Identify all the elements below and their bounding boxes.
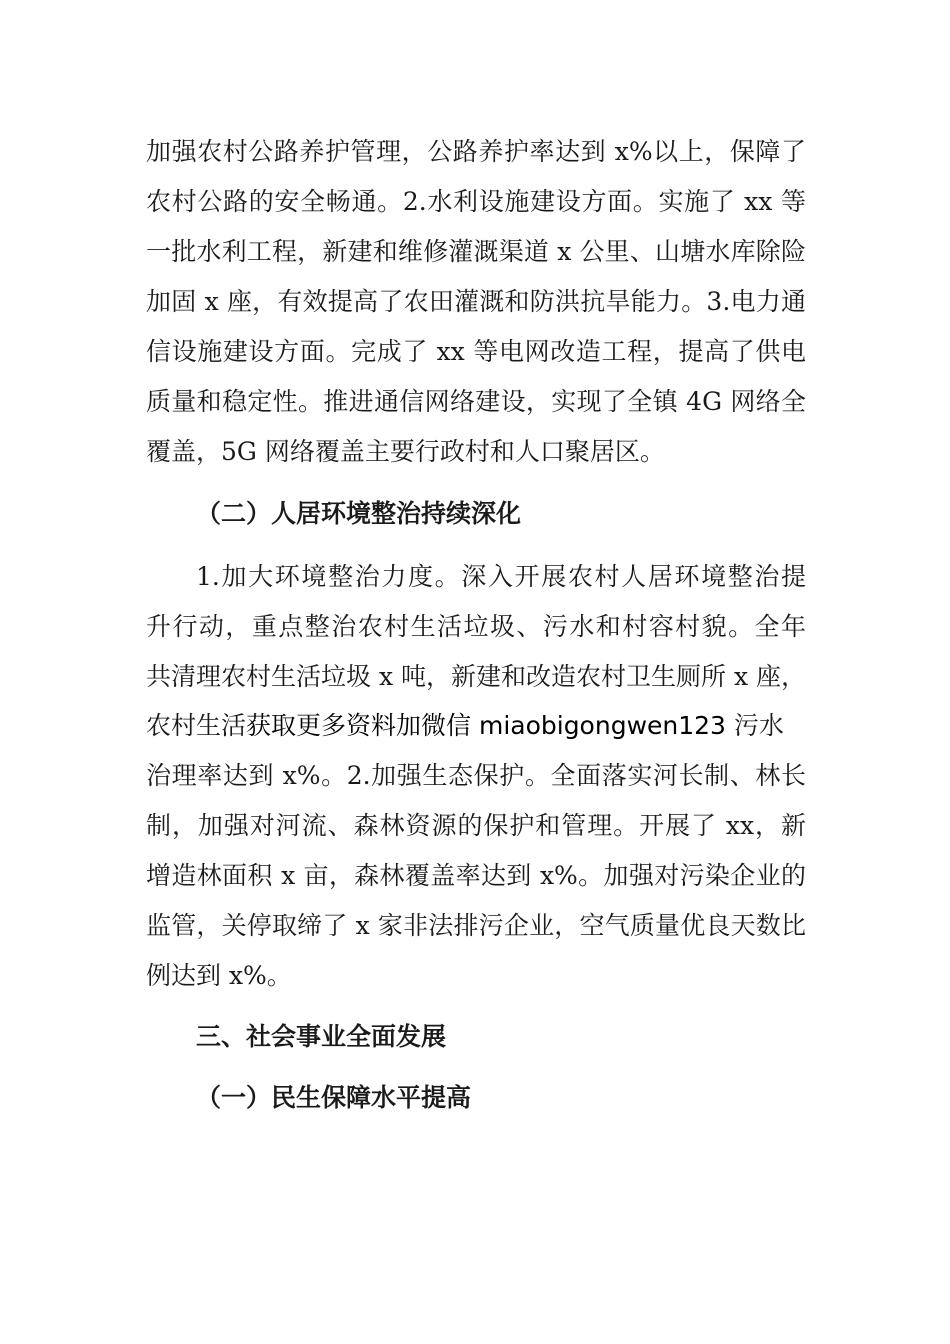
text-line: 共清理农村生活垃圾 x 吨，新建和改造农村卫生厕所 x 座， <box>146 662 806 691</box>
text-segment: 污水 <box>725 711 784 740</box>
text-line: 质量和稳定性。推进通信网络建设，实现了全镇 4G 网络全 <box>146 387 806 416</box>
text-line: 升行动，重点整治农村生活垃圾、污水和村容村貌。全年 <box>146 612 806 641</box>
section-heading: （一）民生保障水平提高 <box>196 1083 472 1112</box>
text-line: 信设施建设方面。完成了 xx 等电网改造工程，提高了供电 <box>146 337 806 366</box>
text-line: 治理率达到 x%。2.加强生态保护。全面落实河长制、林长 <box>146 761 806 790</box>
text-line: 例达到 x%。 <box>146 961 292 990</box>
section-heading: （二）人居环境整治持续深化 <box>196 499 522 528</box>
text-line: 监管，关停取缔了 x 家非法排污企业，空气质量优良天数比 <box>146 911 806 940</box>
watermark-text: 获取更多资料加微信 miaobigongwen123 <box>246 711 726 740</box>
text-line: 加固 x 座，有效提高了农田灌溉和防洪抗旱能力。3.电力通 <box>146 287 806 316</box>
text-line: 一批水利工程，新建和维修灌溉渠道 x 公里、山塘水库除险 <box>146 237 806 266</box>
text-line: 1.加大环境整治力度。深入开展农村人居环境整治提 <box>196 562 806 591</box>
text-line: 加强农村公路养护管理，公路养护率达到 x%以上，保障了 <box>146 137 806 166</box>
text-line-with-watermark <box>146 709 806 743</box>
chapter-heading: 三、社会事业全面发展 <box>196 1022 447 1051</box>
text-segment: 农村生活 <box>146 711 247 740</box>
text-line: 农村公路的安全畅通。2.水利设施建设方面。实施了 xx 等 <box>146 187 806 216</box>
text-line: 制，加强对河流、森林资源的保护和管理。开展了 xx，新 <box>146 811 806 840</box>
text-line: 增造林面积 x 亩，森林覆盖率达到 x%。加强对污染企业的 <box>146 861 806 890</box>
text-line: 覆盖，5G 网络覆盖主要行政村和人口聚居区。 <box>146 437 665 466</box>
